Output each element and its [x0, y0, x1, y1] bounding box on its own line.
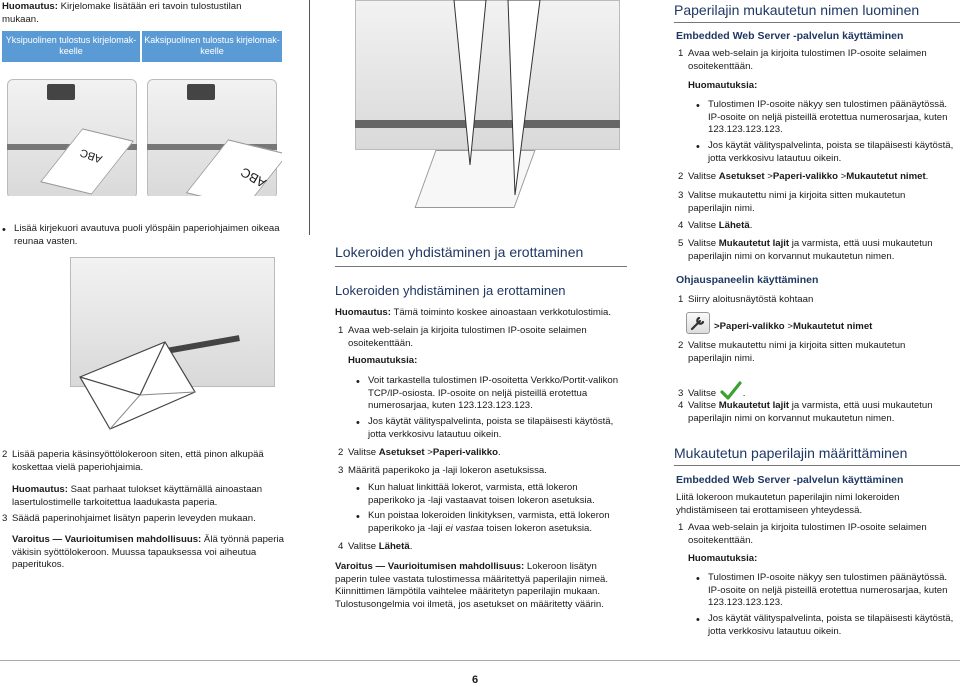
envelope-illustration — [50, 257, 275, 437]
paper-abc-label-right: ABC — [238, 164, 269, 191]
page-number: 6 — [472, 674, 479, 686]
list-item: • Tulostimen IP-osoite näkyy sen tulostimen päänäytössä. IP-osoite on neljä pisteillä erotettua numerosarjaa, kuten 123.123.123.123. — [696, 99, 958, 137]
col3-step3: 3 Valitse mukautettu nimi ja kirjoita sitten mukautetun paperilajin nimi. — [678, 190, 906, 214]
col3-panel-step4: 4 Valitse Mukautetut lajit ja varmista, että uusi mukautetun paperilajin nimi on korvannut mukautetun nimen. — [678, 400, 933, 424]
footer-line — [0, 660, 960, 661]
list-item: • Jos käytät välityspalvelinta, poista se tilapäisesti käytöstä, jotta verkkosivu latautuu oikein. — [696, 613, 958, 638]
list-item: • Jos käytät välityspalvelinta, poista se tilapäisesti käytöstä, jotta verkkosivu latautuu oikein. — [356, 416, 626, 441]
col1-note2: Huomautus: Saat parhaat tulokset käyttämällä ainoastaan lasertulostimelle tarkoitettua laadukasta paperia. — [12, 484, 263, 508]
note-prefix: Huomautus: — [2, 1, 58, 12]
list-item: • Jos käytät välityspalvelinta, poista se tilapäisesti käytöstä, jotta verkkosivu latautuu oikein. — [696, 140, 958, 165]
envelope-icon — [70, 337, 200, 432]
col1-step2: 2 Lisää paperia käsinsyöttölokeroon siten, että pinon alkupää koskettaa vielä paperiohjaimia. — [2, 449, 264, 473]
column-divider — [309, 0, 310, 235]
col3-ews2-title: Embedded Web Server -palvelun käyttäminen — [676, 474, 904, 486]
header-single-sided: Yksipuolinen tulostus kirjelomak-keelle — [2, 31, 140, 62]
list-item: • Voit tarkastella tulostimen IP-osoitetta Verkko/Portit-valikon TCP/IP-osiosta. IP-osoite on neljä pisteillä erotettua numerosarjaa, kuten 123.123.123.123. — [356, 375, 626, 413]
col3-intro2: Liitä lokeroon mukautetun paperilajin nimi lokeroiden yhdistämiseen tai erottamiseen yhteydessä. — [676, 492, 900, 516]
settings-wrench-icon[interactable] — [686, 312, 710, 334]
col3-notes-label: Huomautuksia: — [688, 80, 758, 91]
col3-step1: 1 Avaa web-selain ja kirjoita tulostimen IP-osoite selaimen osoitekenttään. — [678, 48, 927, 72]
list-item: • Tulostimen IP-osoite näkyy sen tulostimen päänäytössä. IP-osoite on neljä pisteillä erotettua numerosarjaa, kuten 123.123.123.123. — [696, 572, 958, 610]
col2-notes-list — [356, 375, 626, 441]
divider-line — [674, 465, 960, 466]
col2-note: Huomautus: Tämä toiminto koskee ainoastaan verkkotulostimia. — [335, 307, 612, 318]
printer-illustration-left — [2, 64, 140, 196]
col2-step1: 1 Avaa web-selain ja kirjoita tulostimen IP-osoite selaimen osoitekenttään. — [338, 325, 587, 349]
col2-warning: Varoitus — Vaurioitumisen mahdollisuus: Lokeroon lisätyn paperin tulee vastata tulostimessa määritettyä paperilajin nimeä. Kiinnittimen lämpötila vaihtelee määritetyn paperilajin mukaan. Tulostusongelmia voi ilmetä, jos asetukset on määritetty väärin. — [335, 561, 609, 610]
divider-line — [674, 22, 960, 23]
checkmark-icon[interactable] — [719, 381, 743, 399]
header-two-sided: Kaksipuolinen tulostus kirjelomak-keelle — [142, 31, 282, 62]
paper-abc-label-left: ABC — [78, 145, 104, 166]
col3-step2: 2 Valitse Asetukset >Paperi-valikko >Mukautetut nimet. — [678, 171, 929, 182]
envelope-bullet: • Lisää kirjekuori avautuva puoli ylöspäin paperiohjaimen oikeaa reunaa vasten. — [2, 223, 286, 248]
col3-title: Paperilajin mukautetun nimen luominen — [674, 2, 920, 18]
col2-sub-list — [356, 482, 626, 536]
col2-step4: 4 Valitse Lähetä. — [338, 541, 413, 552]
col2-subtitle: Lokeroiden yhdistäminen ja erottaminen — [335, 283, 566, 298]
printer-display — [187, 84, 215, 100]
col3-step5: 5 Valitse Mukautetut lajit ja varmista, että uusi mukautetun paperilajin nimi on korvannut mukautetun nimen. — [678, 238, 933, 262]
note-text: Kirjelomake lisätään eri tavoin tulostustilan mukaan. — [2, 1, 242, 25]
col3-s2-notes-label: Huomautuksia: — [688, 553, 758, 564]
col3-panel-step2: 2 Valitse mukautettu nimi ja kirjoita sitten mukautetun paperilajin nimi. — [678, 340, 906, 364]
col1-step3: 3 Säädä paperinohjaimet lisätyn paperin leveyden mukaan. — [2, 513, 256, 524]
list-item: • Kun haluat linkittää lokerot, varmista, että lokeron paperikoko ja -laji vastaavat toisen lokeron asetuksia. — [356, 482, 626, 507]
col3-panel-path: >Paperi-valikko >Mukautetut nimet — [714, 321, 873, 332]
col2-step3: 3 Määritä paperikoko ja -laji lokeron asetuksissa. — [338, 465, 547, 476]
col1-warning: Varoitus — Vaurioitumisen mahdollisuus: Älä työnnä paperia väkisin syöttölokeroon. Muussa tapauksessa voi aiheutua paperitukos. — [12, 534, 284, 571]
col2-notes-label: Huomautuksia: — [348, 355, 418, 366]
col3-title2: Mukautetun paperilajin määrittäminen — [674, 445, 908, 461]
col3-panel-title: Ohjauspaneelin käyttäminen — [676, 274, 819, 286]
wrench-icon — [687, 313, 709, 333]
col2-title: Lokeroiden yhdistäminen ja erottaminen — [335, 244, 584, 260]
callout-arrows — [330, 0, 630, 222]
tray-illustration — [330, 0, 630, 222]
list-item: • Kun poistaa lokeroiden linkityksen, varmista, että lokeron paperikoko ja -laji ei vastaa toisen lokeron asetuksia. — [356, 510, 626, 535]
printer-illustration-right — [142, 64, 282, 196]
col1-top-note — [2, 1, 277, 26]
printer-display — [47, 84, 75, 100]
col3-step4: 4 Valitse Lähetä. — [678, 220, 753, 231]
col3-s2-notes-list — [696, 572, 958, 638]
col3-panel-step3: 3 Valitse . — [678, 381, 958, 401]
col3-s2-step1: 1 Avaa web-selain ja kirjoita tulostimen IP-osoite selaimen osoitekenttään. — [678, 522, 927, 546]
divider-line — [335, 266, 627, 267]
col2-step2: 2 Valitse Asetukset >Paperi-valikko. — [338, 447, 501, 458]
col3-ews-title: Embedded Web Server -palvelun käyttäminen — [676, 30, 904, 42]
col3-notes-list — [696, 99, 958, 165]
col3-panel-step1: 1 Siirry aloitusnäytöstä kohtaan — [678, 294, 814, 305]
